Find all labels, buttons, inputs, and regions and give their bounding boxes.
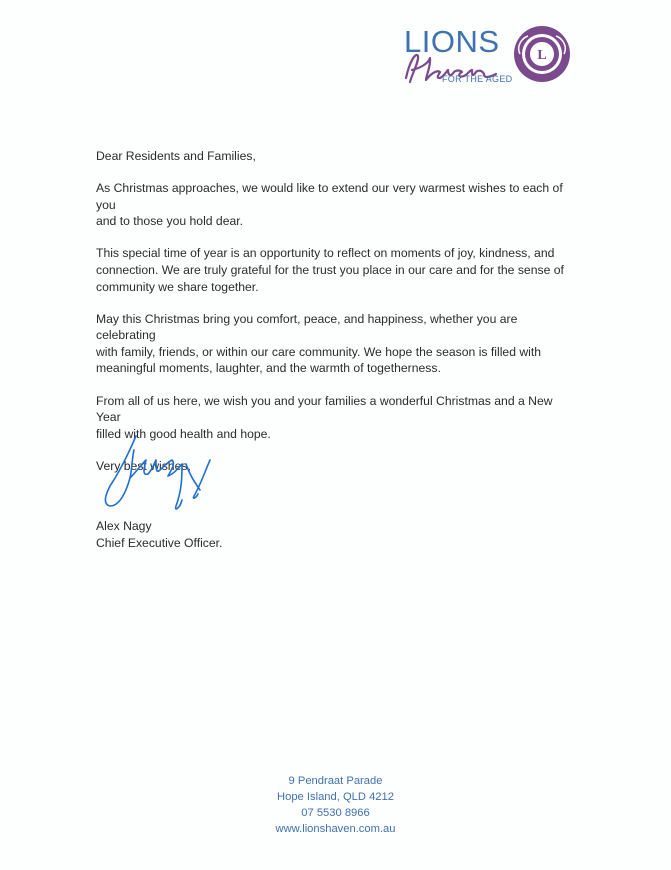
handwritten-signature bbox=[96, 420, 246, 520]
lions-haven-logo bbox=[398, 22, 648, 94]
address-line-2: Hope Island, QLD 4212 bbox=[277, 791, 394, 803]
signer-title: Chief Executive Officer. bbox=[96, 536, 223, 550]
signer-name: Alex Nagy bbox=[96, 519, 152, 533]
logo-tagline: FOR THE AGED bbox=[442, 74, 513, 84]
closing: Very best wishes, bbox=[96, 458, 191, 473]
footer-contact bbox=[0, 773, 671, 837]
paragraph-4: From all of us here, we wish you and your families a wonderful Christmas and a New Year filled with good health and hope. bbox=[96, 393, 553, 441]
address-line-1: 9 Pendraat Parade bbox=[288, 775, 383, 787]
website-link[interactable]: www.lionshaven.com.au bbox=[275, 823, 396, 835]
paragraph-1: As Christmas approaches, we would like to extend our very warmest wishes to each of you and to those you hold dear. bbox=[96, 181, 563, 229]
svg-text:L: L bbox=[537, 48, 547, 63]
logo-wordmark: LIONS bbox=[404, 24, 500, 59]
paragraph-3: May this Christmas bring you comfort, peace, and happiness, whether you are celebrating with family, friends, or within our care community. We hope the season is filled with meaningful moments, laughter, and the warmth of togetherness. bbox=[96, 311, 542, 376]
paragraph-2: This special time of year is an opportunity to reflect on moments of joy, kindness, and connection. We are truly grateful for the trust you place in our care and for the sense of community we share together. bbox=[96, 246, 564, 294]
lions-international-seal bbox=[512, 24, 572, 84]
salutation: Dear Residents and Families, bbox=[96, 149, 256, 163]
signer-block bbox=[96, 518, 222, 552]
phone-number: 07 5530 8966 bbox=[301, 807, 370, 819]
